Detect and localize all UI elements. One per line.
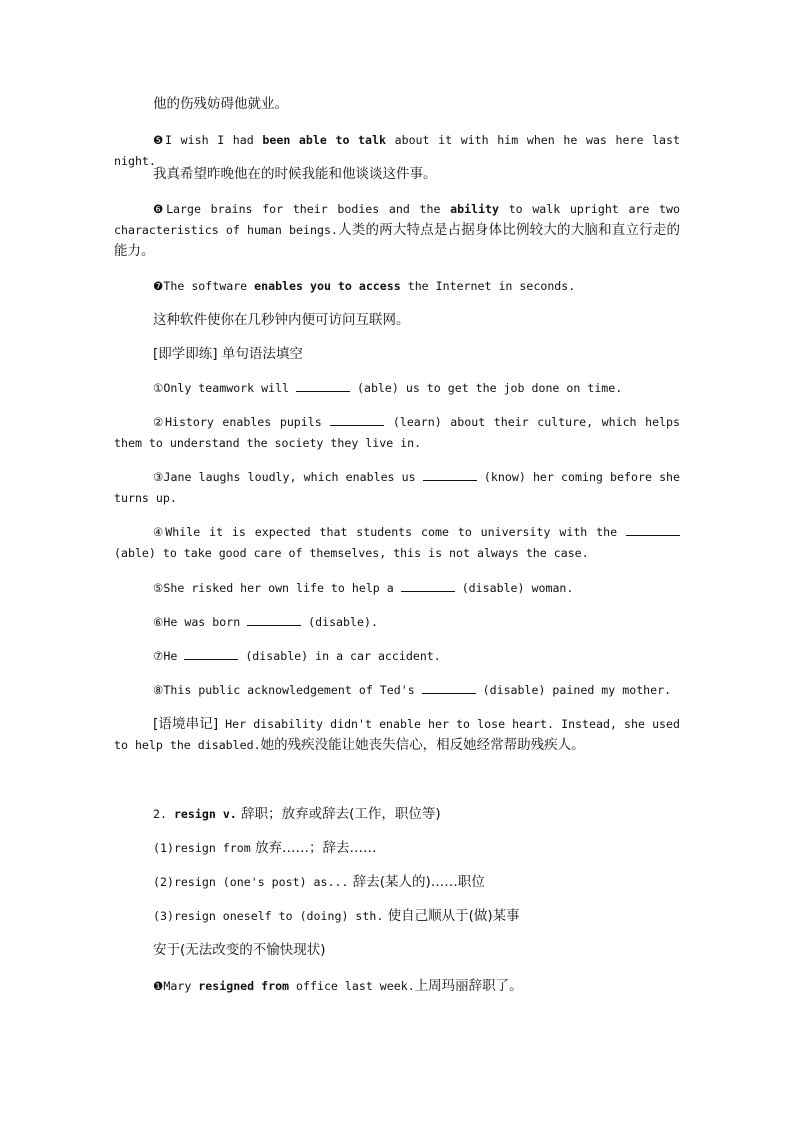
section-title: [即学即练] 单句语法填空 <box>153 346 303 362</box>
example-text: to walk upright are two characteristics of human beings. <box>114 202 680 237</box>
usage-phrase: (2)resign (one's post) as... <box>153 875 349 889</box>
vocab-word: resign v. <box>173 807 237 821</box>
memo-label: [语境串记] <box>153 716 219 732</box>
text-line <box>114 94 680 115</box>
exercise-text: (disable) pained my mother. <box>475 683 672 697</box>
exercise-text: ⑥He was born <box>153 615 248 629</box>
usage-3-meaning <box>114 940 680 961</box>
exercise-6 <box>114 612 680 633</box>
exercise-3 <box>114 467 680 509</box>
exercise-text: (learn) about their culture, which helps them to understand the society they live in. <box>114 415 681 450</box>
exercise-4 <box>114 522 680 564</box>
answer-blank[interactable] <box>422 681 476 694</box>
exercise-text: (able) to take good care of themselves, this is not always the case. <box>114 546 589 560</box>
exercise-text: ⑧This public acknowledgement of Ted's <box>153 683 422 697</box>
usage-phrase: (1)resign from <box>153 841 251 855</box>
usage-meaning: 使自己顺从于(做)某事 <box>383 908 520 924</box>
memo-text: Her disability didn't enable her to lose heart. Instead, she used to help the disabled. <box>114 717 680 752</box>
exercise-text: ①Only teamwork will <box>153 381 297 395</box>
usage-meaning: 放弃……；辞去…… <box>250 840 377 856</box>
context-memo <box>114 714 680 756</box>
example-text: about it with him when he was here last night. <box>114 133 681 168</box>
answer-blank[interactable] <box>423 468 477 481</box>
usage-meaning: 安于(无法改变的不愉快现状) <box>153 942 326 958</box>
example-7 <box>114 276 680 297</box>
answer-blank[interactable] <box>184 647 238 660</box>
vocab-meaning: 辞职；放弃或辞去(工作，职位等) <box>236 806 441 822</box>
exercise-text: (disable) in a car accident. <box>238 649 441 663</box>
example-text: ❶Mary <box>153 979 199 993</box>
example-1 <box>114 976 680 997</box>
answer-blank[interactable] <box>401 579 455 592</box>
exercise-text: ④While it is expected that students come to university with the <box>153 525 626 539</box>
usage-meaning: 辞去(某人的)……职位 <box>348 874 485 890</box>
vocab-heading <box>114 804 680 825</box>
example-keyword: ability <box>450 202 500 216</box>
example-keyword: been able to talk <box>262 133 386 147</box>
usage-1 <box>114 838 680 859</box>
translation-text: 他的伤残妨碍他就业。 <box>153 96 288 112</box>
exercise-text: (know) her coming before she turns up. <box>114 470 681 505</box>
example-keyword: enables you to access <box>254 279 401 293</box>
answer-blank[interactable] <box>296 379 350 392</box>
exercise-text: ③Jane laughs loudly, which enables us <box>153 470 423 484</box>
example-keyword: resigned from <box>198 979 290 993</box>
answer-blank[interactable] <box>626 523 680 536</box>
usage-3 <box>114 906 680 927</box>
exercise-text: ⑤She risked her own life to help a <box>153 581 401 595</box>
item-number: 2. <box>153 807 174 821</box>
exercise-text: (disable) woman. <box>454 581 574 595</box>
usage-2 <box>114 872 680 893</box>
example-text: office last week. <box>289 979 415 993</box>
usage-phrase: (3)resign oneself to (doing) sth. <box>153 909 384 923</box>
example-text: ❼The software <box>153 279 255 293</box>
exercise-text: ②History enables pupils <box>153 415 331 429</box>
example-5-translation <box>114 164 680 185</box>
translation-text: 我真希望昨晚他在的时候我能和他谈谈这件事。 <box>153 166 437 182</box>
example-text: the Internet in seconds. <box>400 279 576 293</box>
translation-text: 这种软件使你在几秒钟内便可访问互联网。 <box>153 312 410 328</box>
practice-heading <box>114 344 680 365</box>
exercise-text: ⑦He <box>153 649 185 663</box>
exercise-text: (disable). <box>301 615 378 629</box>
exercise-1 <box>114 378 680 399</box>
answer-blank[interactable] <box>330 413 384 426</box>
exercise-2 <box>114 412 680 454</box>
example-text: ❻Large brains for their bodies and the <box>153 202 451 216</box>
answer-blank[interactable] <box>247 613 301 626</box>
exercise-text: (able) us to get the job done on time. <box>350 381 623 395</box>
exercise-7 <box>114 646 680 667</box>
translation-text: 她的残疾没能让她丧失信心，相反她经常帮助残疾人。 <box>260 737 585 753</box>
exercise-5 <box>114 578 680 599</box>
translation-text: 人类的两大特点是占据身体比例较大的大脑和直立行走的能力。 <box>114 222 680 259</box>
example-6 <box>114 199 680 262</box>
exercise-8 <box>114 680 680 701</box>
translation-text: 上周玛丽辞职了。 <box>414 978 523 994</box>
example-text: ❺I wish I had <box>153 133 263 147</box>
example-7-translation <box>114 310 680 331</box>
